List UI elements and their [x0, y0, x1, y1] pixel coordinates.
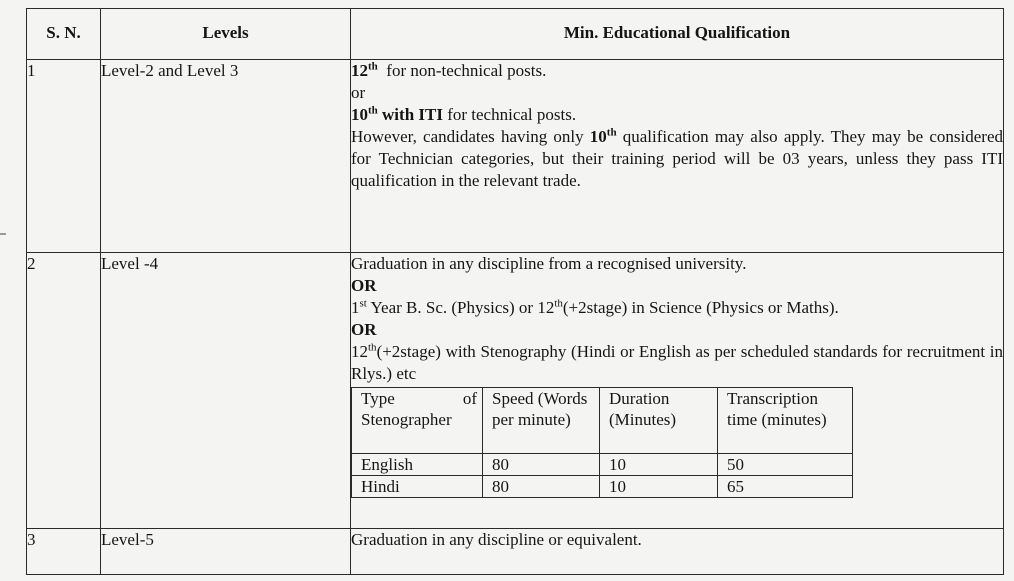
qualification-table [26, 8, 1004, 575]
qual-line: or [351, 83, 366, 102]
row-level: Level-2 and Level 3 [101, 60, 351, 253]
steno-header-type: Type of Stenographer [352, 388, 483, 454]
qual-line: 10th with ITI for technical posts. [351, 104, 577, 124]
qual-paragraph: However, candidates having only 10th qualification may also apply. They may be considered for Technician categories, but their training period will be 03 years, unless they pass ITI qualification in the relevant trade. [351, 126, 1003, 190]
qual-or: OR [351, 276, 377, 295]
steno-cell: 80 [483, 454, 600, 476]
table-row [27, 60, 1004, 253]
table-row [27, 529, 1004, 575]
steno-cell: Hindi [352, 476, 483, 498]
steno-header-speed: Speed (Words per minute) [483, 388, 600, 454]
qual-line: 1st Year B. Sc. (Physics) or 12th(+2stage) in Science (Physics or Maths). [351, 297, 839, 317]
qual-line: Graduation in any discipline from a recognised university. [351, 254, 747, 273]
steno-row [352, 454, 853, 476]
steno-cell: 10 [600, 476, 718, 498]
row-level: Level-5 [101, 529, 351, 575]
row-sn: 2 [27, 253, 101, 529]
steno-cell: 80 [483, 476, 600, 498]
header-qualification: Min. Educational Qualification [351, 9, 1004, 60]
steno-header-transcription: Transcription time (minutes) [718, 388, 853, 454]
steno-cell: 10 [600, 454, 718, 476]
header-sn: S. N. [27, 9, 101, 60]
scan-edge-mark [0, 233, 6, 235]
table-header-row [27, 9, 1004, 60]
row-sn: 1 [27, 60, 101, 253]
steno-cell: 50 [718, 454, 853, 476]
steno-cell: 65 [718, 476, 853, 498]
row-sn: 3 [27, 529, 101, 575]
row-qualification: Graduation in any discipline or equivalent. [351, 529, 1004, 575]
header-levels: Levels [101, 9, 351, 60]
steno-row [352, 476, 853, 498]
row-level: Level -4 [101, 253, 351, 529]
steno-header-duration: Duration (Minutes) [600, 388, 718, 454]
qual-line: 12th for non-technical posts. [351, 60, 547, 80]
stenography-table [351, 387, 853, 498]
row-qualification [351, 253, 1004, 529]
row-qualification [351, 60, 1004, 253]
qual-paragraph: 12th(+2stage) with Stenography (Hindi or English as per scheduled standards for recruitment in Rlys.) etc [351, 341, 1003, 383]
steno-header-row [352, 388, 853, 454]
table-row [27, 253, 1004, 529]
qual-or: OR [351, 320, 377, 339]
steno-cell: English [352, 454, 483, 476]
